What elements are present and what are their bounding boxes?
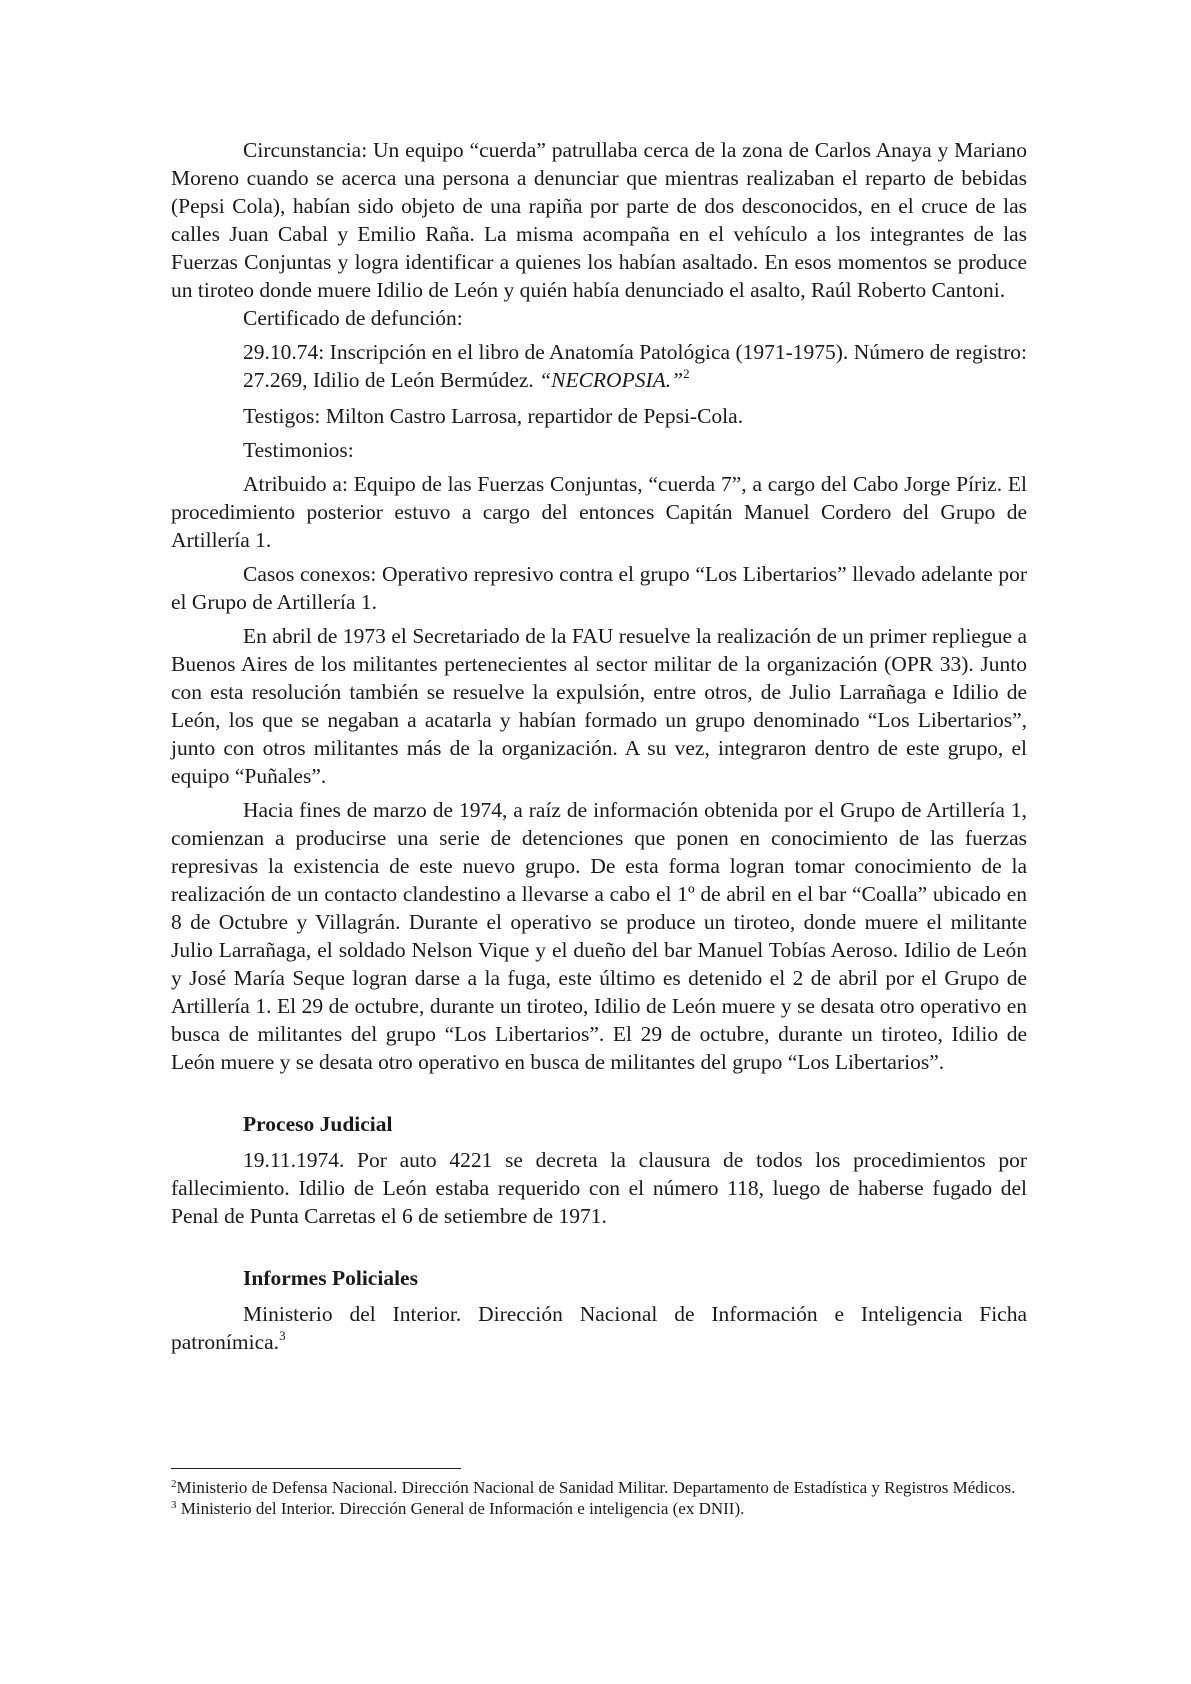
certificado-label: Certificado de defunción: xyxy=(243,306,463,330)
testigos-line: Testigos: Milton Castro Larrosa, repartidor de Pepsi-Cola. xyxy=(243,404,744,428)
footnote-2 xyxy=(171,1477,1027,1498)
footnote-divider xyxy=(171,1468,461,1469)
certificado-text: 29.10.74: Inscripción en el libro de Anatomía Patológica (1971-1975). Número de registro: 27.269, Idilio de León Bermúdez. xyxy=(243,340,1027,392)
footnote-3 xyxy=(171,1498,1027,1519)
footnote-ref-2: 2 xyxy=(683,366,690,381)
footnote-ref-3: 3 xyxy=(279,1328,286,1343)
testimonios-line: Testimonios: xyxy=(243,438,354,462)
footnote-number: 3 xyxy=(171,1499,177,1511)
paragraph-proceso-judicial: 19.11.1974. Por auto 4221 se decreta la clausura de todos los procedimientos por fallecimiento. Idilio de León estaba requerido con el número 118, luego de haberse fugado del Penal de Punta Carretas el 6 de setiembre de 1971. xyxy=(171,1148,1027,1228)
paragraph-abril-1973: En abril de 1973 el Secretariado de la FAU resuelve la realización de un primer repliegue a Buenos Aires de los militantes pertenecientes al sector militar de la organización (OPR 33). Junto con esta resolución también se resuelve la expulsión, entre otros, de Julio Larrañaga e Idilio de León, los que se negaban a acatarla y habían formado un grupo denominado “Los Libertarios”, junto con otros militantes más de la organización. A su vez, integraron dentro de este grupo, el equipo “Puñales”. xyxy=(171,624,1027,788)
footnote-text: Ministerio de Defensa Nacional. Dirección Nacional de Sanidad Militar. Departamento de Estadística y Registros Médicos. xyxy=(176,1478,1016,1497)
footnote-text: Ministerio del Interior. Dirección General de Información e inteligencia (ex DNII). xyxy=(176,1499,745,1518)
necropsia-text: “NECROPSIA.” xyxy=(539,368,684,392)
footnote-number: 2 xyxy=(171,1478,177,1490)
informes-text: Ministerio del Interior. Dirección Nacional de Información e Inteligencia Ficha patronímica. xyxy=(171,1302,1027,1354)
paragraph-atribuido: Atribuido a: Equipo de las Fuerzas Conjuntas, “cuerda 7”, a cargo del Cabo Jorge Píriz. El procedimiento posterior estuvo a cargo del entonces Capitán Manuel Cordero del Grupo de Artillería 1. xyxy=(171,472,1027,552)
paragraph-marzo-1974: Hacia fines de marzo de 1974, a raíz de información obtenida por el Grupo de Artillería 1, comienzan a producirse una serie de detenciones que ponen en conocimiento de las fuerzas represivas la existencia de este nuevo grupo. De esta forma logran tomar conocimiento de la realización de un contacto clandestino a llevarse a cabo el 1º de abril en el bar “Coalla” ubicado en 8 de Octubre y Villagrán. Durante el operativo se produce un tiroteo, donde muere el militante Julio Larrañaga, el soldado Nelson Vique y el dueño del bar Manuel Tobías Aeroso. Idilio de León y José María Seque logran darse a la fuga, este último es detenido el 2 de abril por el Grupo de Artillería 1. El 29 de octubre, durante un tiroteo, Idilio de León muere y se desata otro operativo en busca de militantes del grupo “Los Libertarios”. El 29 de octubre, durante un tiroteo, Idilio de León muere y se desata otro operativo en busca de militantes del grupo “Los Libertarios”. xyxy=(171,798,1027,1074)
paragraph-informes-policiales xyxy=(171,1300,1027,1356)
heading-proceso-judicial: Proceso Judicial xyxy=(243,1112,393,1136)
document-body xyxy=(171,136,1027,1356)
certificado-entry xyxy=(171,338,1027,394)
footnotes xyxy=(171,1477,1027,1519)
heading-informes-policiales: Informes Policiales xyxy=(243,1266,418,1290)
paragraph-circunstancia: Circunstancia: Un equipo “cuerda” patrullaba cerca de la zona de Carlos Anaya y Mariano Moreno cuando se acerca una persona a denunciar que mientras realizaban el reparto de bebidas (Pepsi Cola), habían sido objeto de una rapiña por parte de dos desconocidos, en el cruce de las calles Juan Cabal y Emilio Raña. La misma acompaña en el vehículo a los integrantes de las Fuerzas Conjuntas y logra identificar a quienes los habían asaltado. En esos momentos se produce un tiroteo donde muere Idilio de León y quién había denunciado el asalto, Raúl Roberto Cantoni. xyxy=(171,138,1027,302)
paragraph-casos-conexos: Casos conexos: Operativo represivo contra el grupo “Los Libertarios” llevado adelante por el Grupo de Artillería 1. xyxy=(171,562,1027,614)
